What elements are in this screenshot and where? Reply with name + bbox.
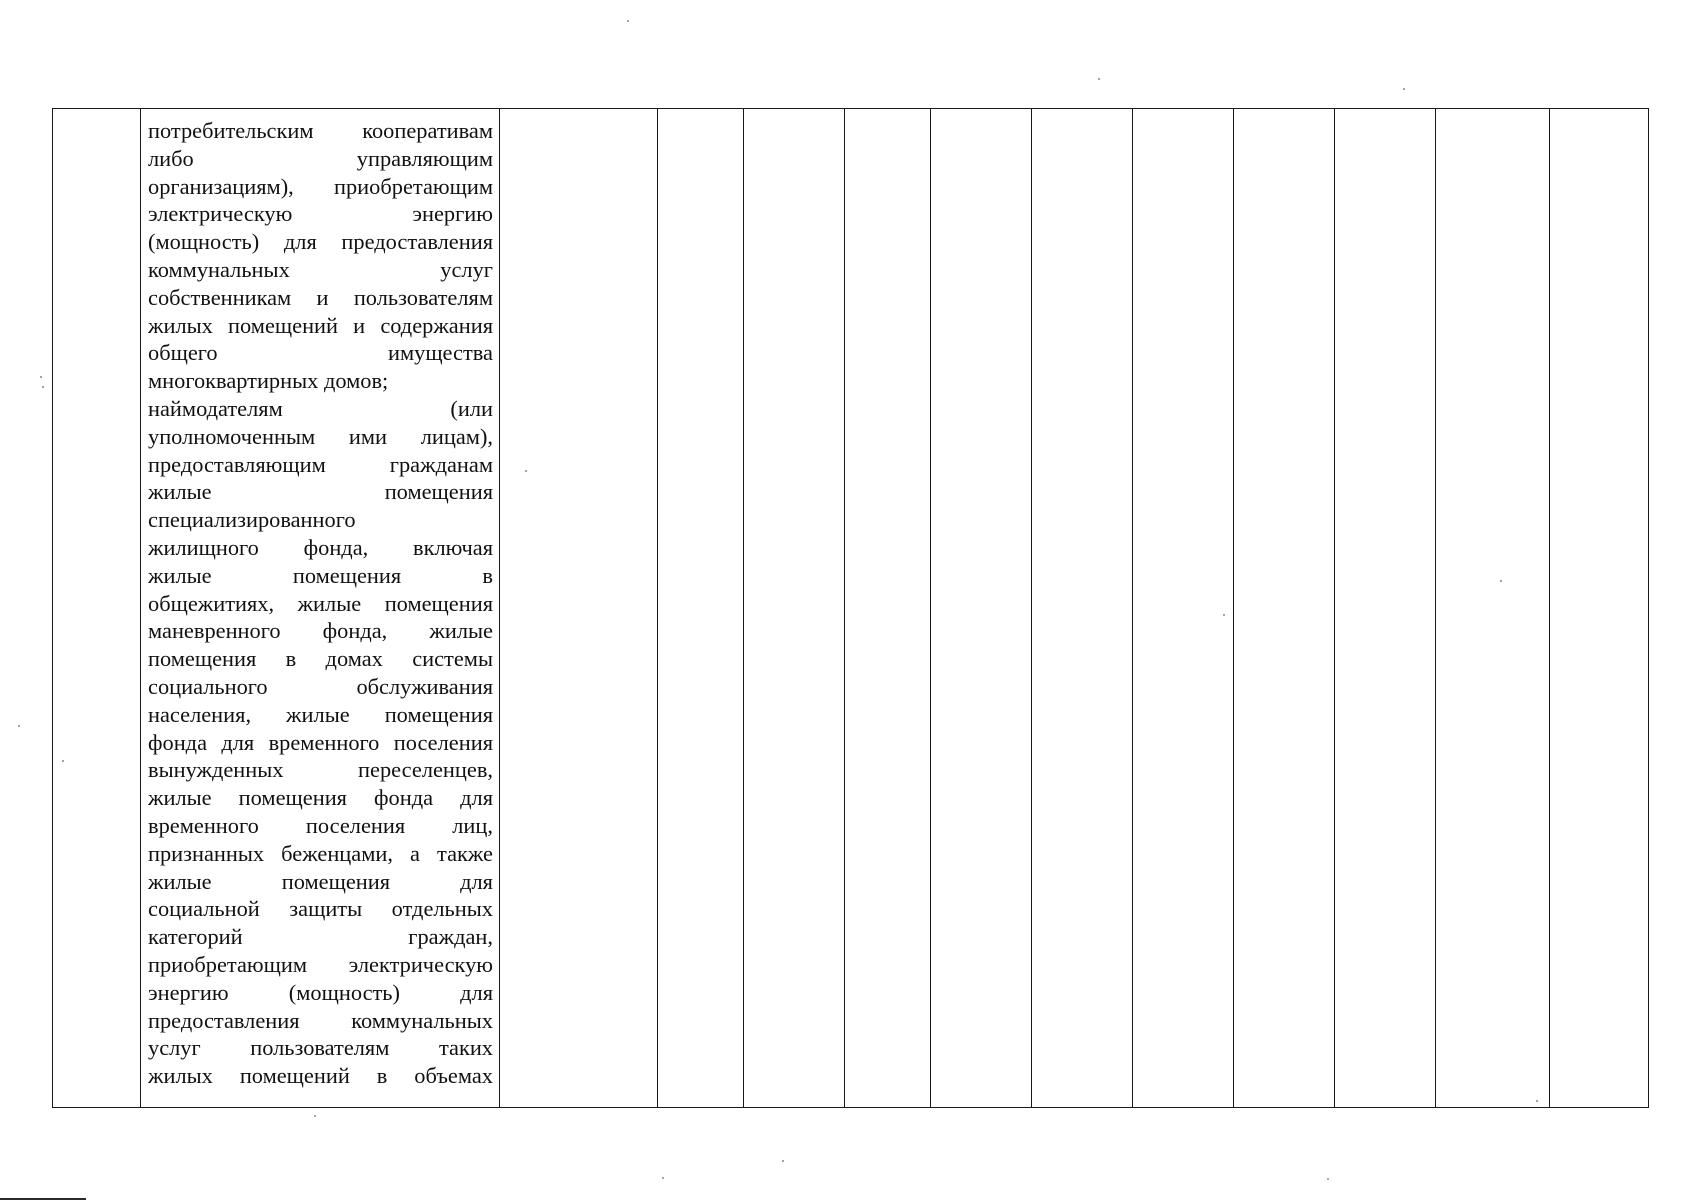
text-line: наймодателям (или	[148, 395, 493, 421]
empty-cell	[1133, 109, 1234, 1108]
scan-speck	[525, 470, 527, 472]
number-cell	[53, 109, 141, 1108]
text-line: маневренного фонда, жилые	[148, 618, 493, 644]
empty-cell	[658, 109, 744, 1108]
text-line: населения, жилые помещения	[148, 701, 493, 727]
text-line: собственникам и пользователям	[148, 284, 493, 310]
scan-speck	[40, 376, 42, 378]
text-line: временного поселения лиц,	[148, 812, 493, 838]
scan-speck	[62, 760, 64, 762]
text-line: признанных беженцами, а также	[148, 840, 493, 866]
scan-speck	[42, 386, 44, 388]
text-line: либо управляющим	[148, 145, 493, 171]
text-line: фонда для временного поселения	[148, 729, 493, 755]
scan-speck	[18, 725, 20, 727]
scan-speck	[1223, 614, 1225, 616]
text-line: уполномоченным ими лицам),	[148, 423, 493, 449]
text-line: энергию (мощность) для	[148, 979, 493, 1005]
text-line: жилые помещения фонда для	[148, 785, 493, 811]
scan-speck	[1327, 1178, 1329, 1180]
empty-cell	[1436, 109, 1550, 1108]
scan-speck	[662, 1177, 664, 1179]
text-line: приобретающим электрическую	[148, 951, 493, 977]
text-line: специализированного	[148, 507, 356, 533]
scan-speck	[314, 1115, 316, 1117]
text-line: жилые помещения	[148, 479, 493, 505]
text-line: помещения в домах системы	[148, 646, 493, 672]
text-line: услуг пользователям таких	[148, 1035, 493, 1061]
text-line: (мощность) для предоставления	[148, 229, 493, 255]
scan-speck	[1500, 580, 1502, 582]
empty-cell	[1335, 109, 1436, 1108]
text-line: жилых помещений в объемах	[148, 1063, 493, 1089]
table-row	[53, 109, 1649, 1108]
text-line: предоставляющим гражданам	[148, 451, 493, 477]
text-line: вынужденных переселенцев,	[148, 757, 493, 783]
text-line: организациям), приобретающим	[148, 173, 493, 199]
text-line: социального обслуживания	[148, 673, 493, 699]
text-line: жилые помещения для	[148, 868, 493, 894]
text-line: социальной защиты отдельных	[148, 896, 493, 922]
text-line: потребительским кооперативам	[148, 118, 493, 143]
text-line: жилых помещений и содержания	[148, 312, 493, 338]
empty-cell	[845, 109, 931, 1108]
empty-cell	[1234, 109, 1335, 1108]
text-line: общего имущества	[148, 340, 493, 366]
text-line: электрическую энергию	[148, 201, 493, 227]
scan-speck	[1536, 1100, 1538, 1102]
empty-cell	[1550, 109, 1649, 1108]
text-line: коммунальных услуг	[148, 256, 493, 282]
text-line: категорий граждан,	[148, 924, 493, 950]
text-line: предоставления коммунальных	[148, 1007, 493, 1033]
scan-speck	[627, 20, 629, 22]
description-cell	[141, 109, 500, 1108]
text-line: жилые помещения в	[148, 562, 493, 588]
scan-speck	[782, 1160, 784, 1162]
empty-cell	[744, 109, 845, 1108]
text-line: многоквартирных домов;	[148, 368, 389, 394]
empty-cell	[931, 109, 1032, 1108]
scan-speck	[1098, 78, 1100, 80]
text-line: жилищного фонда, включая	[148, 534, 493, 560]
text-line: общежитиях, жилые помещения	[148, 590, 493, 616]
document-table	[52, 108, 1649, 1108]
scan-speck	[1403, 88, 1405, 90]
empty-cell	[500, 109, 658, 1108]
empty-cell	[1032, 109, 1133, 1108]
description-text	[148, 117, 493, 1090]
